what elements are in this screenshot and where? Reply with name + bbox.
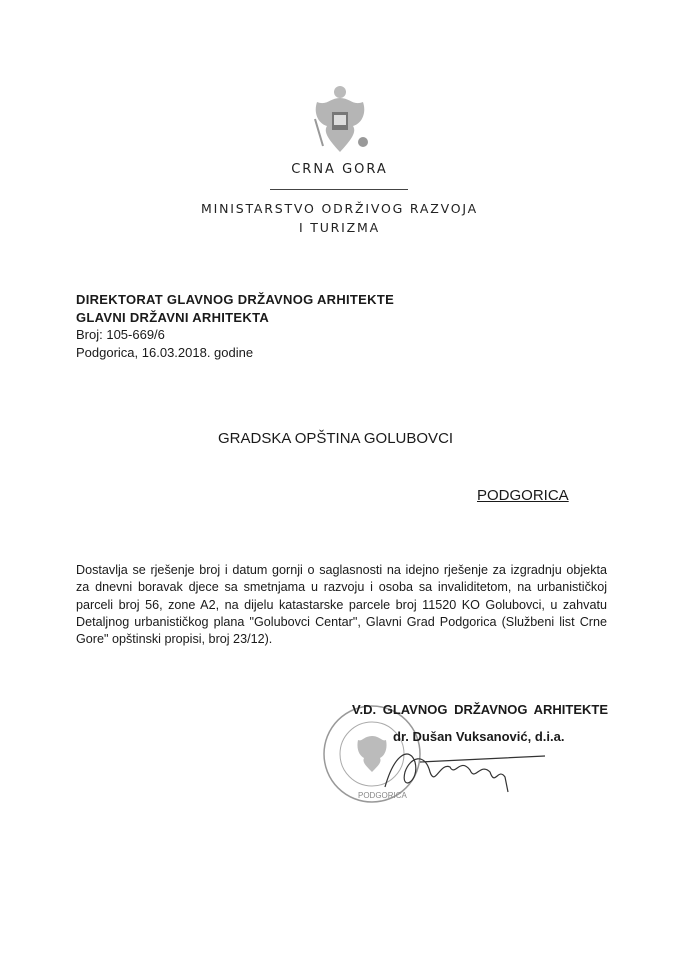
- ministry-line-2: I TURIZMA: [299, 220, 380, 235]
- directorate: DIREKTORAT GLAVNOG DRŽAVNOG ARHITEKTE: [76, 292, 395, 307]
- handwritten-signature: [380, 742, 550, 797]
- ministry-line-1: MINISTARSTVO ODRŽIVOG RAZVOJA: [201, 201, 478, 216]
- sender-block: [76, 291, 394, 361]
- reference-number: Broj: 105-669/6: [76, 327, 165, 342]
- place-date: Podgorica, 16.03.2018. godine: [76, 344, 254, 360]
- svg-text:PODGORICA: PODGORICA: [358, 791, 407, 800]
- ministry-name: [0, 199, 679, 237]
- country-name: CRNA GORA: [291, 162, 388, 177]
- signatory-name: dr. Dušan Vuksanović, d.i.a.: [393, 729, 565, 744]
- office: GLAVNI DRŽAVNI ARHITEKTA: [76, 309, 270, 325]
- letterhead-divider: [270, 189, 408, 190]
- coat-of-arms-icon: [305, 84, 375, 159]
- signatory-title: V.D. GLAVNOG DRŽAVNOG ARHITEKTE: [352, 702, 609, 717]
- recipient-name: GRADSKA OPŠTINA GOLUBOVCI: [218, 430, 454, 447]
- letter-body: Dostavlja se rješenje broj i datum gornji o saglasnosti na idejno rješenje za izgradnju objekta za dnevni boravak djece sa smetnjama u razvoju i osoba sa invaliditetom, na urbanističkoj parceli broj 56, zone A2, na dijelu katastarske parcele broj 11520 KO Golubovci, u zahvatu Detaljnog urbanističkog plana "Golubovci Centar", Glavni Grad Podgorica (Službeni list Crne Gore" opštinski propisi, broj 23/12).: [76, 563, 607, 647]
- recipient-city: PODGORICA: [477, 487, 569, 504]
